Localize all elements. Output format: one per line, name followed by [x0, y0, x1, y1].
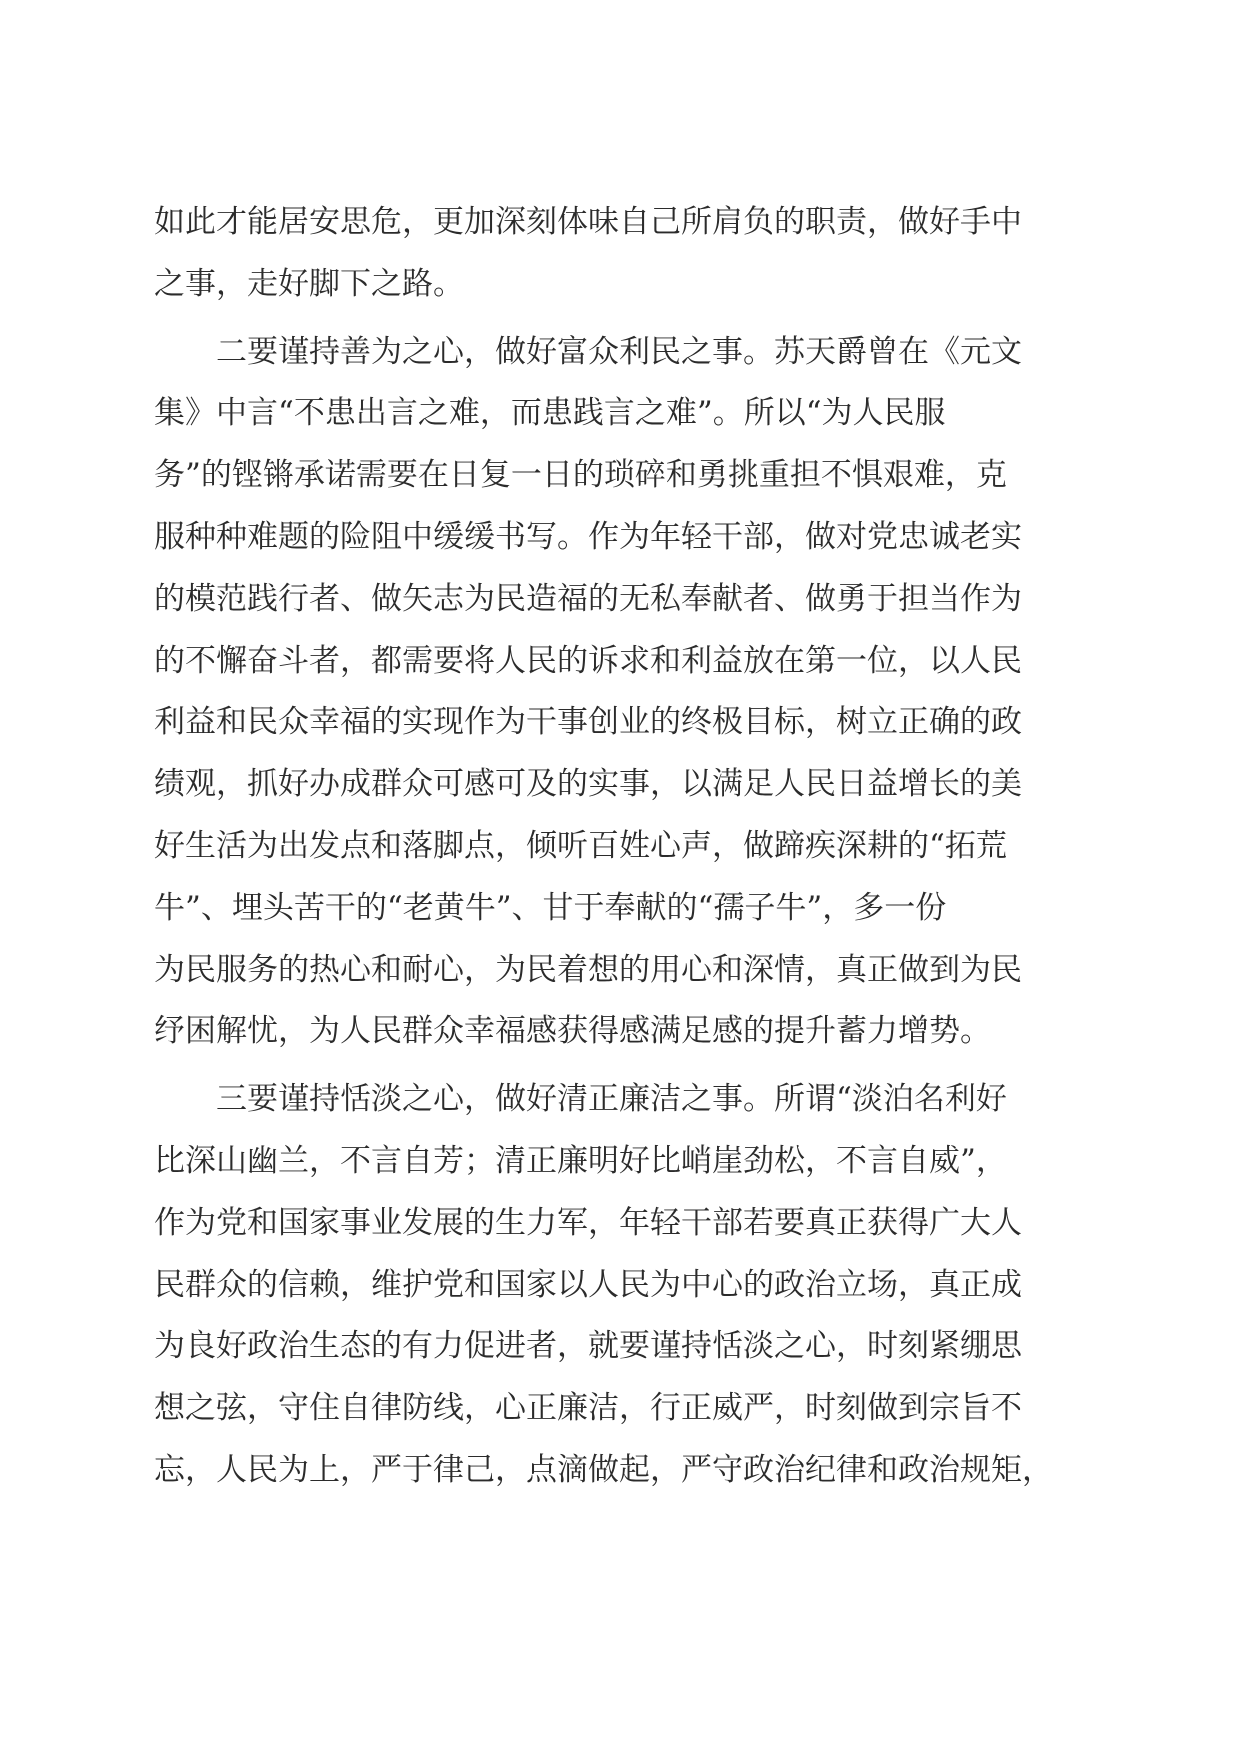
text-line: 服种种难题的险阻中缓缓书写。作为年轻干部，做对党忠诚老实: [154, 518, 1022, 555]
text-line: 想之弦，守住自律防线，心正廉洁，行正威严，时刻做到宗旨不: [154, 1390, 1022, 1427]
text-line: 务”的铿锵承诺需要在日复一日的琐碎和勇挑重担不惧艰难，克: [154, 457, 1007, 494]
text-line: 如此才能居安思危，更加深刻体味自己所肩负的职责，做好手中: [154, 204, 1022, 240]
text-line: 忘，人民为上，严于律己，点滴做起，严守政治纪律和政治规矩，: [154, 1451, 1053, 1488]
text-line: 的不懈奋斗者，都需要将人民的诉求和利益放在第一位，以人民: [154, 642, 1022, 679]
text-line: 牛”、埋头苦干的“老黄牛”、甘于奉献的“孺子牛”，多一份: [154, 889, 947, 926]
text-line: 绩观，抓好办成群众可感可及的实事，以满足人民日益增长的美: [154, 766, 1022, 803]
text-line: 之事，走好脚下之路。: [154, 265, 464, 302]
text-line: 比深山幽兰，不言自芳；清正廉明好比峭崖劲松，不言自威”，: [154, 1142, 1007, 1179]
text-line: 二要谨持善为之心，做好富众利民之事。苏天爵曾在《元文: [216, 333, 1022, 370]
text-line: 的模范践行者、做矢志为民造福的无私奉献者、做勇于担当作为: [154, 580, 1022, 617]
text-line: 利益和民众幸福的实现作为干事创业的终极目标，树立正确的政: [154, 704, 1022, 741]
text-line: 纾困解忧，为人民群众幸福感获得感满足感的提升蓄力增势。: [154, 1013, 991, 1050]
text-line: 作为党和国家事业发展的生力军，年轻干部若要真正获得广大人: [154, 1204, 1022, 1241]
text-line: 好生活为出发点和落脚点，倾听百姓心声，做蹄疾深耕的“拓荒: [154, 827, 1007, 864]
text-line: 民群众的信赖，维护党和国家以人民为中心的政治立场，真正成: [154, 1266, 1022, 1303]
text-line: 集》中言“不患出言之难，而患践言之难”。所以“为人民服: [154, 395, 946, 432]
text-line: 为民服务的热心和耐心，为民着想的用心和深情，真正做到为民: [154, 951, 1022, 988]
body-text: [154, 192, 1094, 1502]
text-line: 三要谨持恬淡之心，做好清正廉洁之事。所谓“淡泊名利好: [216, 1081, 1007, 1118]
text-line: 为良好政治生态的有力促进者，就要谨持恬淡之心，时刻紧绷思: [154, 1328, 1022, 1365]
